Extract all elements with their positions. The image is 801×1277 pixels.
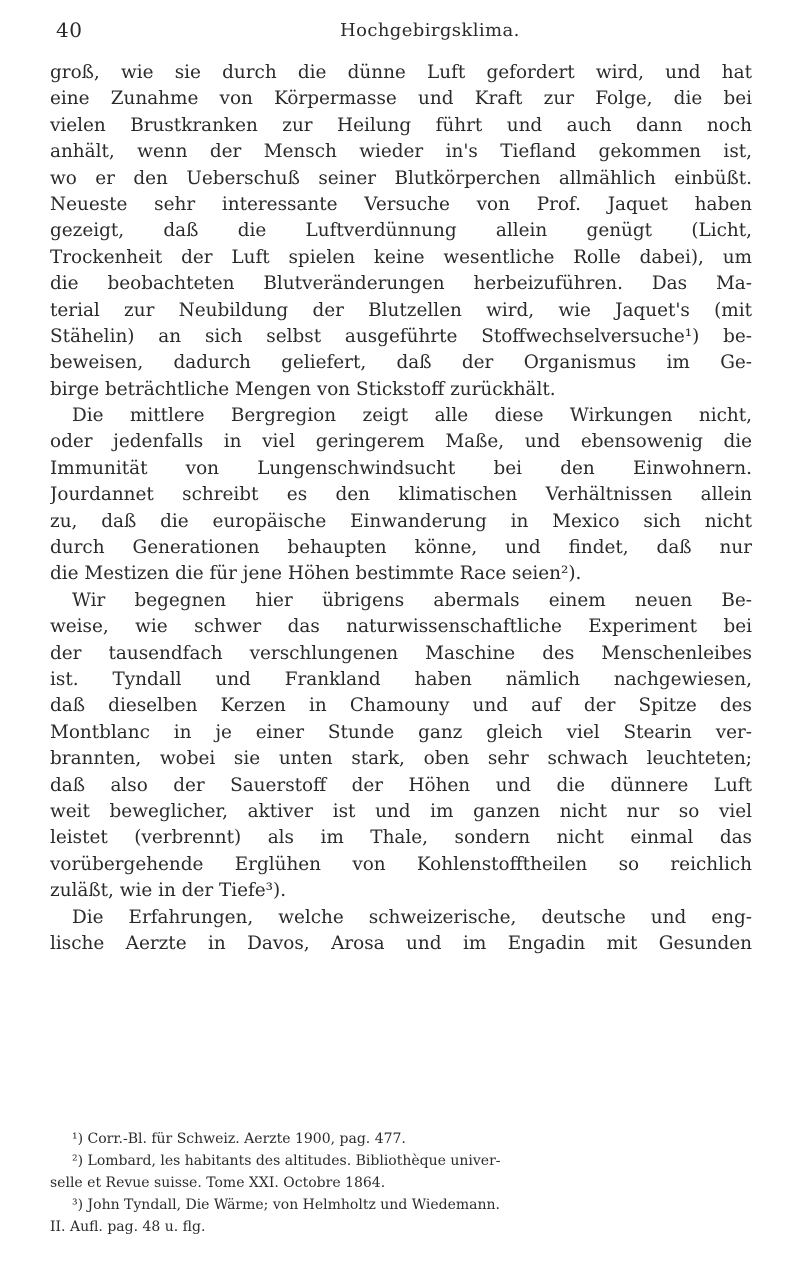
text-line: wo er den Ueberschuß seiner Blutkörperchen allmählich einbüßt. [50,167,752,189]
text-line: zu, daß die europäische Einwanderung in Mexico sich nicht [50,510,752,532]
text-line: eine Zunahme von Körpermasse und Kraft zur Folge, die bei [50,88,752,110]
text-line: Die Erfahrungen, welche schweizerische, deutsche und eng- [72,906,752,928]
text-line: Montblanc in je einer Stunde ganz gleich viel Stearin ver- [50,721,752,743]
text-line: weit beweglicher, aktiver ist und im ganzen nicht nur so viel [50,800,752,822]
text-line: vorübergehende Erglühen von Kohlenstofftheilen so reichlich [50,853,752,875]
text-line: groß, wie sie durch die dünne Luft gefordert wird, und hat [50,62,752,83]
text-line: Trockenheit der Luft spielen keine wesentliche Rolle dabei), um [50,246,752,268]
text-line: terial zur Neubildung der Blutzellen wird, wie Jaquet's (mit [50,299,752,321]
text-line: vielen Brustkranken zur Heilung führt und auch dann noch [50,114,752,136]
running-title: Hochgebirgsklima. [340,20,520,41]
text-line: gezeigt, daß die Luftverdünnung allein genügt (Licht, [50,220,752,242]
text-line: Stähelin) an sich selbst ausgeführte Stoffwechselversuche¹) be- [50,325,752,347]
text-line: daß also der Sauerstoff der Höhen und die dünnere Luft [50,774,752,796]
footnote-2: ²) Lombard, les habitants des altitudes. Bibliothèque univer- [72,1153,501,1169]
footnote-3-continued: II. Aufl. pag. 48 u. flg. [50,1219,206,1235]
footnote-3: ³) John Tyndall, Die Wärme; von Helmholtz und Wiedemann. [72,1197,500,1213]
text-line: zuläßt, wie in der Tiefe³). [50,880,287,902]
text-line: Die mittlere Bergregion zeigt alle diese Wirkungen nicht, [72,405,752,427]
footnote-1: ¹) Corr.-Bl. für Schweiz. Aerzte 1900, pag. 477. [72,1131,406,1147]
text-line: brannten, wobei sie unten stark, oben sehr schwach leuchteten; [50,748,752,770]
text-line: der tausendfach verschlungenen Maschine des Menschenleibes [50,642,752,664]
running-head [50,12,752,46]
body-text [50,60,752,957]
text-line: Immunität von Lungenschwindsucht bei den Einwohnern. [50,457,752,479]
text-line: Jourdannet schreibt es den klimatischen Verhältnissen allein [50,484,752,506]
text-line: lische Aerzte in Davos, Arosa und im Engadin mit Gesunden [50,932,752,954]
text-line: beweisen, dadurch geliefert, daß der Organismus im Ge- [50,352,752,374]
text-line: die Mestizen die für jene Höhen bestimmte Race seien²). [50,563,582,585]
text-line: durch Generationen behaupten könne, und findet, daß nur [50,537,752,559]
text-line: birge beträchtliche Mengen von Stickstoff zurückhält. [50,378,556,400]
text-line: ist. Tyndall und Frankland haben nämlich nachgewiesen, [50,668,752,690]
text-line: Neueste sehr interessante Versuche von Prof. Jaquet haben [50,193,752,215]
text-line: oder jedenfalls in viel geringerem Maße, und ebensowenig die [50,431,752,453]
text-line: Wir begegnen hier übrigens abermals einem neuen Be- [72,589,752,611]
text-line: weise, wie schwer das naturwissenschaftliche Experiment bei [50,616,752,638]
text-line: die beobachteten Blutveränderungen herbeizuführen. Das Ma- [50,273,752,295]
footnote-2-continued: selle et Revue suisse. Tome XXI. Octobre 1864. [50,1175,386,1191]
text-line: daß dieselben Kerzen in Chamouny und auf der Spitze des [50,695,752,717]
text-line: anhält, wenn der Mensch wieder in's Tiefland gekommen ist, [50,141,752,163]
page-number: 40 [56,18,83,42]
footnotes [50,1128,752,1238]
book-page [50,0,752,1277]
text-line: leistet (verbrennt) als im Thale, sondern nicht einmal das [50,827,752,849]
